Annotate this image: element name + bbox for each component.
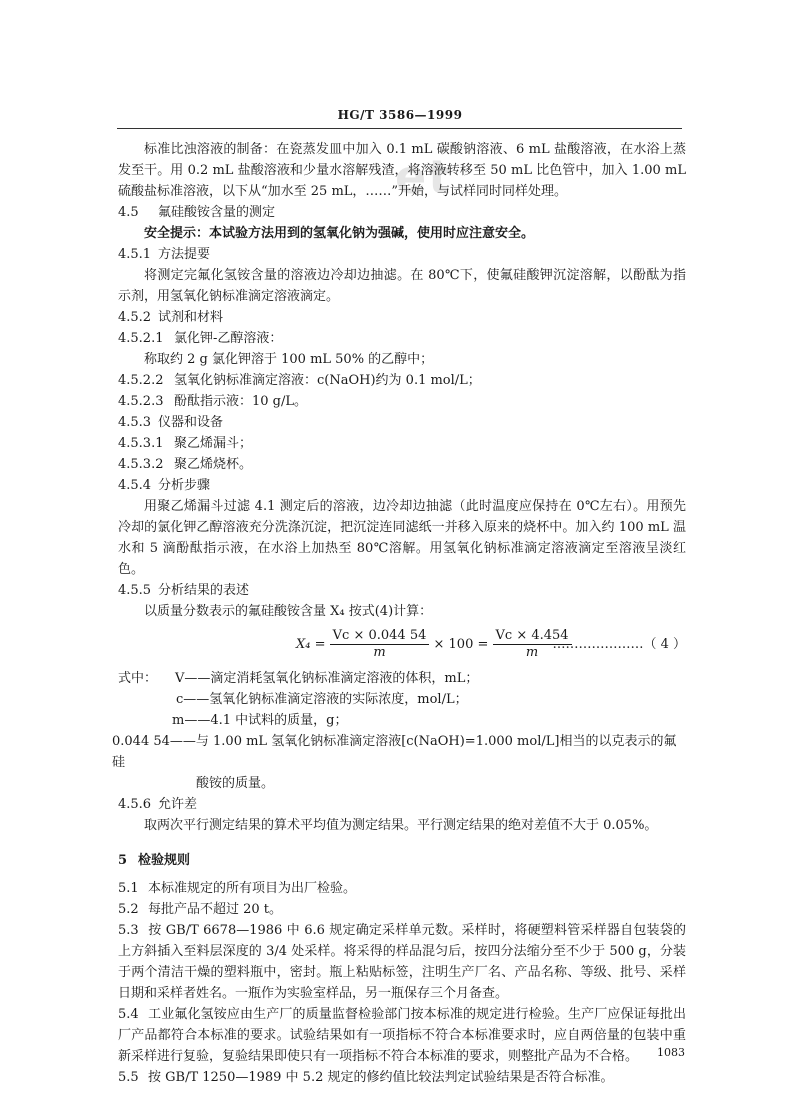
variable-v <box>118 668 686 689</box>
section-number: 5.1 <box>118 881 139 896</box>
section-4-5-2-3 <box>118 391 686 412</box>
section-4-5 <box>118 202 686 223</box>
variable-text: V——滴定消耗氢氧化钠标准滴定溶液的体积，mL； <box>175 671 479 686</box>
section-4-5-5 <box>118 580 686 601</box>
section-text: 每批产品不超过 20 t。 <box>148 902 283 917</box>
section-text: 按 GB/T 6678—1986 中 6.6 规定确定采样单元数。采样时，将硬塑料管采样器自包装袋的上方斜插入至料层深度的 3/4 处采样。将采得的样品混匀后，按四分法缩分至不少于 500 g，分装于两个清洁干燥的塑料瓶中，密封。瓶上粘贴标签，注明生产厂名、产品名称、等级、批号、采样日期和采样者姓名。一瓶作为实验室样品，另一瓶保存三个月备查。 <box>118 923 686 1001</box>
section-4-5-3-1 <box>118 433 686 454</box>
section-4-5-2-1 <box>118 328 686 349</box>
section-text: 按 GB/T 1250—1989 中 5.2 规定的修约值比较法判定试验结果是否符合标准。 <box>148 1070 614 1085</box>
section-number: 4.5.1 <box>118 247 152 262</box>
section-number: 5.5 <box>118 1070 139 1085</box>
section-5-3 <box>118 920 686 1004</box>
section-title: 方法提要 <box>158 247 211 262</box>
formula-lhs: X₄ = <box>296 637 326 652</box>
section-number: 4.5.2 <box>118 310 152 325</box>
section-text: 工业氟化氢铵应由生产厂的质量监督检验部门按本标准的规定进行检验。生产厂应保证每批出厂产品都符合本标准的要求。试验结果如有一项指标不符合本标准要求时，应自两倍量的包装中重新采样进行复验，复验结果即使只有一项指标不符合本标准的要求，则整批产品为不合格。 <box>118 1007 686 1064</box>
document-body <box>112 139 686 1088</box>
section-title: 聚乙烯烧杯。 <box>174 457 253 472</box>
section-number: 4.5.3 <box>118 415 152 430</box>
fraction-denominator: m <box>525 645 539 660</box>
section-title: 仪器和设备 <box>158 415 224 430</box>
method-paragraph: 将测定完氟化氢铵含量的溶液边冷却边抽滤。在 80℃下，使氟硅酸钾沉淀溶解，以酚酞为指示剂，用氢氧化钠标准滴定溶液滴定。 <box>118 268 686 304</box>
section-5-1 <box>118 878 686 899</box>
variable-c: c——氢氧化钠标准滴定溶液的实际浓度，mol/L； <box>176 692 468 707</box>
section-number: 5.4 <box>118 1007 139 1022</box>
where-label: 式中： <box>118 671 158 686</box>
safety-note: 安全提示：本试验方法用到的氢氧化钠为强碱，使用时应注意安全。 <box>144 226 535 241</box>
steps-paragraph: 用聚乙烯漏斗过滤 4.1 测定后的溶液，边冷却边抽滤（此时温度应保持在 0℃左右）。用预先冷却的氯化钾乙醇溶液充分洗涤沉淀，把沉淀连同滤纸一并移入原来的烧杯中。加入约 100 mL 温水和 5 滴酚酞指示液，在水浴上加热至 80℃溶解。用氢氧化钠标准滴定溶液滴定至溶液呈淡红色。 <box>118 499 686 577</box>
section-title: 氢氧化钠标准滴定溶液：c(NaOH)约为 0.1 mol/L； <box>174 373 481 388</box>
fraction-numerator: Vc × 0.044 54 <box>330 628 430 645</box>
header-rule <box>117 128 682 129</box>
section-number: 4.5.6 <box>118 797 152 812</box>
section-title: 聚乙烯漏斗； <box>174 436 253 451</box>
section-title: 酚酞指示液：10 g/L。 <box>174 394 308 409</box>
section-number: 4.5 <box>118 205 139 220</box>
blank-prep-paragraph: 标准比浊溶液的制备：在瓷蒸发皿中加入 0.1 mL 碳酸钠溶液、6 mL 盐酸溶液，在水浴上蒸发至干。用 0.2 mL 盐酸溶液和少量水溶解残渣，将溶液转移至 50 mL 比色管中，加入 1.00 mL 硫酸盐标准溶液，以下从“加水至 25 mL，……”开始，与试样同时同样处理。 <box>118 142 686 199</box>
section-4-5-6 <box>118 794 686 815</box>
section-number: 4.5.3.1 <box>118 436 164 451</box>
variable-k-line2: 酸铵的质量。 <box>196 776 275 791</box>
section-title: 检验规则 <box>138 853 191 868</box>
section-text: 本标准规定的所有项目为出厂检验。 <box>148 881 357 896</box>
section-4-5-3-2 <box>118 454 686 475</box>
section-title: 允许差 <box>158 797 198 812</box>
section-number: 4.5.2.3 <box>118 394 164 409</box>
section-number: 4.5.4 <box>118 478 152 493</box>
section-number: 5.3 <box>118 923 139 938</box>
formula-4 <box>118 624 686 664</box>
section-number: 5.2 <box>118 902 139 917</box>
variable-k-line1: 0.044 54——与 1.00 mL 氢氧化钠标准滴定溶液[c(NaOH)=1.000 mol/L]相当的以克表示的氟硅 <box>112 734 677 770</box>
kcl-paragraph: 称取约 2 g 氯化钾溶于 100 mL 50% 的乙醇中； <box>144 352 434 367</box>
section-number: 4.5.3.2 <box>118 457 164 472</box>
section-number: 4.5.2.1 <box>118 331 164 346</box>
standard-code-header: HG/T 3586—1999 <box>337 108 463 122</box>
section-4-5-1 <box>118 244 686 265</box>
section-number: 4.5.2.2 <box>118 373 164 388</box>
formula-intro: 以质量分数表示的氟硅酸铵含量 X₄ 按式(4)计算： <box>144 604 433 619</box>
section-number: 5 <box>118 853 128 868</box>
section-4-5-3 <box>118 412 686 433</box>
section-4-5-4 <box>118 475 686 496</box>
equation-number: …………………（ 4 ） <box>552 637 686 652</box>
fraction-numerator: Vc × 4.454 <box>493 628 572 645</box>
tolerance-paragraph: 取两次平行测定结果的算术平均值为测定结果。平行测定结果的绝对差值不大于 0.05%。 <box>144 818 658 833</box>
section-4-5-2 <box>118 307 686 328</box>
formula-expression <box>296 628 572 661</box>
section-title: 试剂和材料 <box>158 310 224 325</box>
section-5-2 <box>118 899 686 920</box>
section-5-5 <box>118 1067 686 1088</box>
watermark: et <box>395 150 453 204</box>
formula-mid: × 100 = <box>433 637 489 652</box>
variable-m: m——4.1 中试料的质量，g； <box>172 713 348 728</box>
section-title: 氯化钾-乙醇溶液： <box>174 331 283 346</box>
section-5 <box>118 850 686 871</box>
section-5-4 <box>118 1004 686 1067</box>
section-title: 氟硅酸铵含量的测定 <box>158 205 276 220</box>
section-title: 分析步骤 <box>158 478 211 493</box>
section-number: 4.5.5 <box>118 583 152 598</box>
section-4-5-2-2 <box>118 370 686 391</box>
section-title: 分析结果的表述 <box>158 583 250 598</box>
fraction-denominator: m <box>373 645 386 660</box>
fraction-1 <box>330 628 430 661</box>
page-number: 1083 <box>657 1046 685 1059</box>
